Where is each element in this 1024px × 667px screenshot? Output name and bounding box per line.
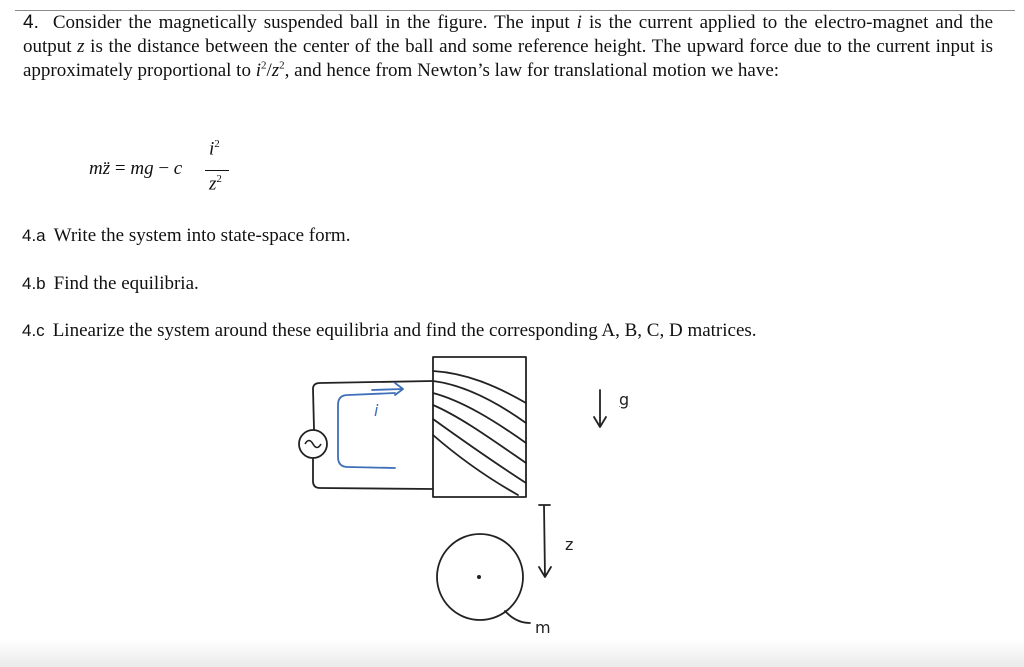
bottom-fade xyxy=(0,640,1024,667)
distance-arrow-icon xyxy=(539,505,551,577)
subquestion-4b xyxy=(22,273,199,295)
equation-equals: = xyxy=(110,158,131,179)
subquestion-text: Find the equilibria. xyxy=(53,273,199,294)
current-label: i xyxy=(374,401,379,420)
equation-mg: mg xyxy=(130,158,154,179)
ratio-numerator: i xyxy=(255,60,261,81)
fraction-denominator xyxy=(209,173,222,195)
problem-text-2: is the current applied to the electro-magnet and the output xyxy=(23,12,994,57)
var-i: i xyxy=(576,12,582,33)
subquestion-label: 4.a xyxy=(22,226,46,245)
maglev-figure xyxy=(280,345,660,645)
ball-center-dot xyxy=(477,575,481,579)
current-loop xyxy=(338,393,395,468)
coil-windings xyxy=(433,371,526,495)
problem-text-1: Consider the magnetically suspended ball in the figure. The input xyxy=(52,12,577,33)
problem-statement xyxy=(23,11,993,83)
ac-wave-icon xyxy=(305,441,321,448)
subquestion-4c xyxy=(22,320,757,342)
problem-text-4: , and hence from Newton’s law for translational motion we have: xyxy=(284,60,780,81)
subquestion-text: Write the system into state-space form. xyxy=(53,225,351,246)
fraction-denominator-base: z xyxy=(209,173,217,195)
subquestion-text: Linearize the system around these equilibria and find the corresponding A, B, C, D matrices. xyxy=(52,320,757,341)
gravity-arrow-icon xyxy=(594,390,606,427)
ratio-slash: / xyxy=(266,60,272,81)
fraction-numerator xyxy=(209,138,220,160)
ratio-denominator-exponent: 2 xyxy=(279,59,285,72)
distance-label: z xyxy=(565,535,574,554)
fraction-bar xyxy=(205,170,229,171)
equation-mzddot: mz̈ xyxy=(89,158,111,179)
equation-minus: − xyxy=(153,158,174,179)
ratio-numerator-exponent: 2 xyxy=(260,59,267,72)
maglev-sketch xyxy=(280,345,660,645)
subquestion-4a xyxy=(22,225,350,247)
problem-number: 4. xyxy=(23,12,39,33)
fraction-numerator-base: i xyxy=(209,138,215,160)
gravity-label: g xyxy=(619,390,630,409)
electromagnet-block xyxy=(433,357,526,497)
subquestion-label: 4.b xyxy=(22,274,46,293)
equation-lhs xyxy=(89,158,182,180)
fraction-numerator-exponent: 2 xyxy=(214,138,220,150)
equation-c: c xyxy=(173,158,183,179)
circuit-wire xyxy=(313,381,433,489)
problem-text-3: is the distance between the center of the ball and some reference height. The upward force due to the current input is approximately proportional to xyxy=(23,36,993,81)
ratio-denominator: z xyxy=(271,60,280,81)
mass-label: m xyxy=(535,618,551,637)
var-z: z xyxy=(77,36,85,57)
mass-pointer xyxy=(505,611,530,623)
fraction-denominator-exponent: 2 xyxy=(216,173,222,185)
subquestion-label: 4.c xyxy=(22,321,45,340)
